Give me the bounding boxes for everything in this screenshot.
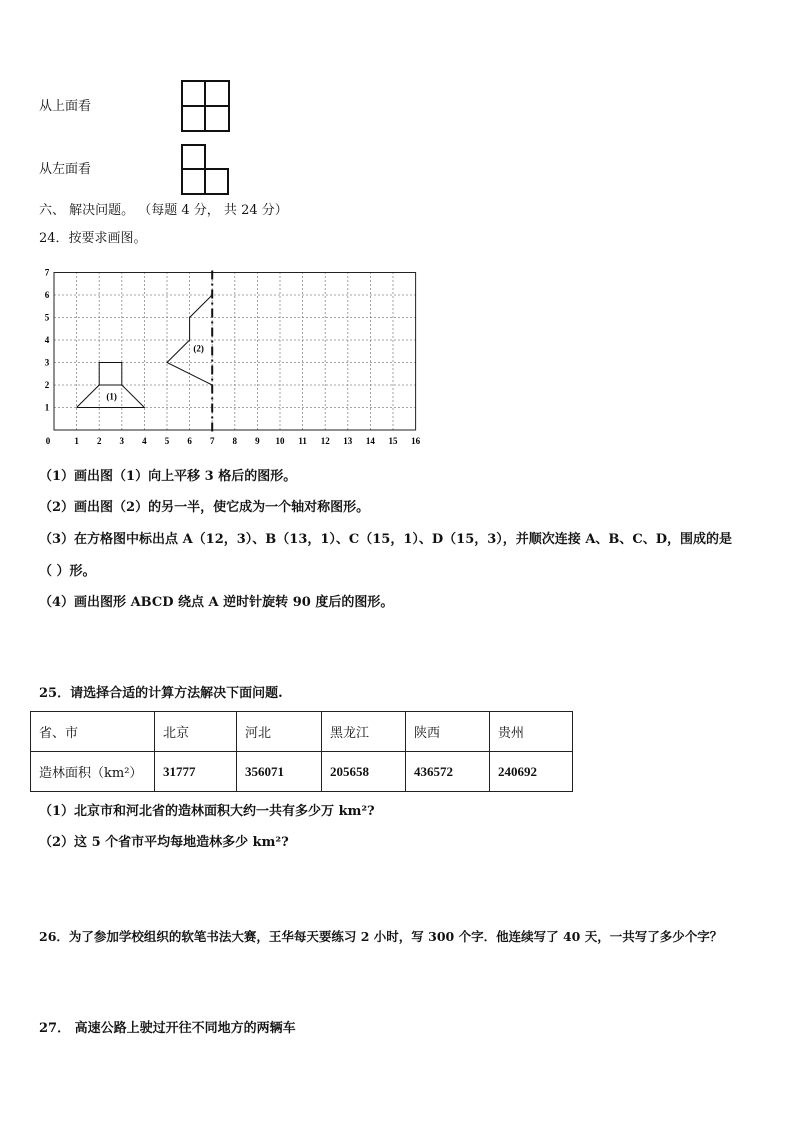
x-tick-label: 14: [365, 436, 375, 446]
x-tick-label: 7: [209, 436, 215, 446]
y-tick-label: 7: [44, 267, 50, 278]
x-tick-label: 2: [96, 436, 102, 446]
table-row-label: 造林面积（km²）: [31, 752, 155, 792]
x-tick-label: 15: [388, 436, 398, 446]
x-tick-label: 8: [232, 436, 238, 446]
table-header-cell: 黑龙江: [322, 712, 406, 752]
q24-grid-chart: [0, 0, 794, 460]
table-cell: 436572: [406, 752, 490, 792]
left-view-label: 从左面看: [39, 162, 92, 177]
y-tick-label: 5: [44, 312, 50, 323]
afforestation-table: [30, 711, 573, 792]
q24-task-1: （1）画出图（1）向上平移 3 格后的图形。: [39, 469, 297, 484]
q25-title: 25．请选择合适的计算方法解决下面问题.: [39, 686, 283, 701]
x-tick-label: 1: [74, 436, 79, 446]
y-tick-label: 4: [44, 335, 50, 345]
q24-task-3-answer-blank: （ ）形。: [39, 564, 96, 579]
section-6-title: 六、 解决问题。 （每题 4 分， 共 24 分）: [39, 203, 288, 218]
q24-task-2: （2）画出图（2）的另一半，使它成为一个轴对称图形。: [39, 500, 370, 515]
table-cell: 240692: [490, 752, 573, 792]
x-tick-label: 3: [119, 436, 125, 446]
x-tick-label: 4: [142, 436, 147, 446]
x-tick-label: 13: [343, 436, 353, 446]
x-tick-label: 9: [255, 436, 260, 446]
table-cell: 205658: [322, 752, 406, 792]
table-header-cell: 贵州: [490, 712, 573, 752]
x-tick-label: 11: [298, 436, 307, 446]
q25-question-1: （1）北京市和河北省的造林面积大约一共有多少万 km²?: [39, 804, 375, 819]
table-header-cell: 省、市: [31, 712, 155, 752]
q24-task-4: （4）画出图形 ABCD 绕点 A 逆时针旋转 90 度后的图形。: [39, 595, 394, 610]
y-tick-label: 1: [44, 402, 50, 413]
y-tick-label: 6: [44, 290, 50, 300]
x-tick-label: 16: [411, 436, 421, 446]
figure-1-label: (1): [106, 391, 117, 402]
q24-title: 24．按要求画图。: [39, 231, 147, 246]
y-tick-label: 2: [44, 380, 50, 390]
x-tick-label: 5: [164, 436, 170, 446]
y-tick-label: 3: [44, 357, 50, 368]
table-cell: 31777: [155, 752, 237, 792]
q25-question-2: （2）这 5 个省市平均每地造林多少 km²?: [39, 835, 289, 850]
table-cell: 356071: [237, 752, 322, 792]
figure-2-label: (2): [193, 343, 204, 354]
q26-text: 26．为了参加学校组织的软笔书法大赛，王华每天要练习 2 小时，写 300 个字．他连续写了 40 天，一共写了多少个字？: [39, 929, 723, 944]
x-tick-label: 6: [187, 436, 192, 446]
table-header-row: [31, 712, 573, 752]
table-header-cell: 陕西: [406, 712, 490, 752]
q27-text: 27． 高速公路上驶过开往不同地方的两辆车: [39, 1021, 296, 1036]
top-view-label: 从上面看: [39, 99, 92, 114]
x-tick-label: 10: [275, 436, 285, 446]
table-header-cell: 北京: [155, 712, 237, 752]
x-tick-label: 0: [45, 436, 51, 446]
q24-task-3: （3）在方格图中标出点 A（12，3）、B（13，1）、C（15，1）、D（15，3），并顺次连接 A、B、C、D，围成的是: [39, 532, 733, 547]
x-tick-label: 12: [320, 436, 330, 446]
table-row: [31, 752, 573, 792]
table-header-cell: 河北: [237, 712, 322, 752]
